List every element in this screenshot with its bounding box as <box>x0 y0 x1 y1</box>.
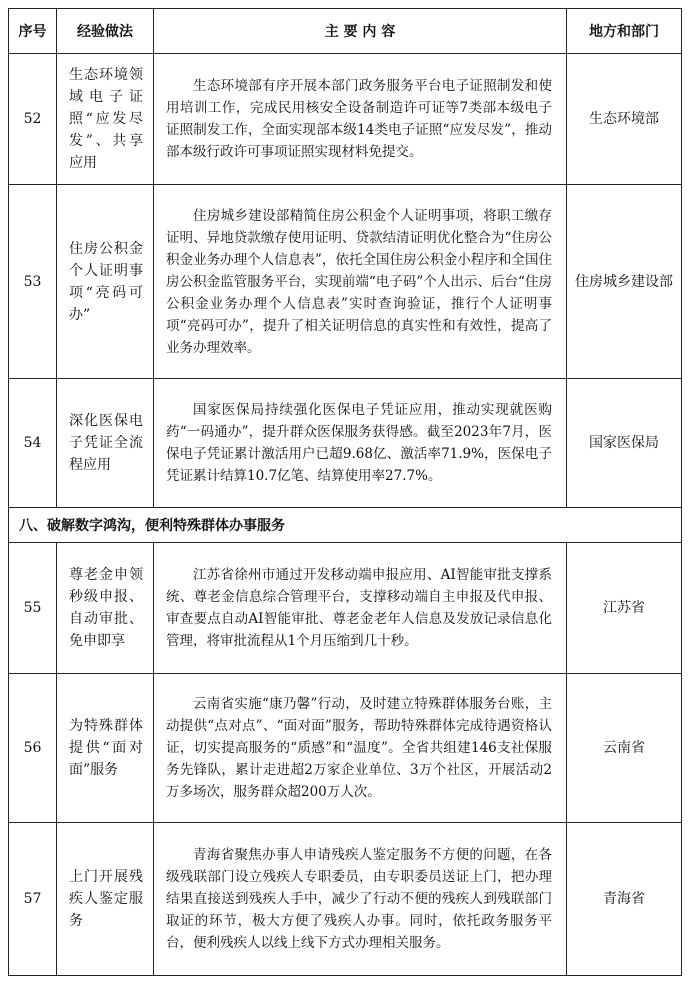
experience-table <box>8 8 682 976</box>
row-content <box>154 379 567 508</box>
row-index: 57 <box>9 823 57 976</box>
row-dept: 国家医保局 <box>567 379 682 508</box>
table-row <box>9 823 682 976</box>
header-method: 经验做法 <box>57 9 154 54</box>
row-index: 54 <box>9 379 57 508</box>
row-method: 尊老金申领秒级申报、自动审批、免申即享 <box>57 543 154 674</box>
row-method: 上门开展残疾人鉴定服务 <box>57 823 154 976</box>
table-row <box>9 54 682 185</box>
row-dept: 青海省 <box>567 823 682 976</box>
table-row <box>9 379 682 508</box>
row-dept: 生态环境部 <box>567 54 682 185</box>
header-content: 主 要 内 容 <box>154 9 567 54</box>
row-method: 深化医保电子凭证全流程应用 <box>57 379 154 508</box>
table-row <box>9 543 682 674</box>
section-row <box>9 508 682 543</box>
row-content <box>154 185 567 379</box>
row-content <box>154 674 567 823</box>
row-content-text: 生态环境部有序开展本部门政务服务平台电子证照制发和使用培训工作，完成民用核安全设备制造许可证等7类部本级电子证照制发工作，全面实现部本级14类电子证照“应发尽发”，推动部本级行政许可事项证照实现材料免提交。 <box>166 78 552 160</box>
row-content-text: 青海省聚焦办事人申请残疾人鉴定服务不方便的问题，在各级残联部门设立残疾人专职委员，由专职委员送证上门，把办理结果直接送到残疾人手中，减少了行动不便的残疾人到残联部门取证的环节，极大方便了残疾人办事。同时，依托政务服务平台，便利残疾人以线上线下方式办理相关服务。 <box>166 847 552 951</box>
row-content-text: 江苏省徐州市通过开发移动端申报应用、AI智能审批支撑系统、尊老金信息综合管理平台，支撑移动端自主申报及代申报、审查要点自动AI智能审批、尊老金老年人信息及发放记录信息化管理，将审批流程从1个月压缩到几十秒。 <box>166 567 552 649</box>
row-index: 55 <box>9 543 57 674</box>
header-dept: 地方和部门 <box>567 9 682 54</box>
row-content-text: 住房城乡建设部精简住房公积金个人证明事项，将职工缴存证明、异地贷款缴存使用证明、贷款结清证明优化整合为“住房公积金业务办理个人信息表”，依托全国住房公积金小程序和全国住房公积金监管服务平台，实现前端“电子码”个人出示、后台“住房公积金业务办理个人信息表”实时查询验证，推行个人证明事项“亮码可办”，提升了相关证明信息的真实性和有效性，提高了业务办理效率。 <box>166 207 552 356</box>
row-method: 生态环境领域电子证照“应发尽发”、共享应用 <box>57 54 154 185</box>
table-row <box>9 674 682 823</box>
row-dept: 住房城乡建设部 <box>567 185 682 379</box>
row-method: 住房公积金个人证明事项“亮码可办” <box>57 185 154 379</box>
row-content-text: 国家医保局持续强化医保电子凭证应用，推动实现就医购药“一码通办”，提升群众医保服务获得感。截至2023年7月，医保电子凭证累计激活用户已超9.68亿、激活率71.9%，医保电子凭证累计结算10.7亿笔、结算使用率27.7%。 <box>166 402 552 484</box>
row-dept: 江苏省 <box>567 543 682 674</box>
table-header-row <box>9 9 682 54</box>
row-content <box>154 54 567 185</box>
row-method: 为特殊群体提供“面对面”服务 <box>57 674 154 823</box>
row-index: 56 <box>9 674 57 823</box>
row-index: 52 <box>9 54 57 185</box>
table-row <box>9 185 682 379</box>
header-index: 序号 <box>9 9 57 54</box>
row-content <box>154 823 567 976</box>
section-title: 八、破解数字鸿沟，便利特殊群体办事服务 <box>9 508 682 543</box>
row-content-text: 云南省实施“康乃馨”行动，及时建立特殊群体服务台账，主动提供“点对点”、“面对面”服务，帮助特殊群体完成待遇资格认证，切实提高服务的“质感”和“温度”。全省共组建146支社保服务先锋队，累计走进超2万家企业单位、3万个社区，开展活动2万多场次，服务群众超200万人次。 <box>166 696 552 800</box>
row-index: 53 <box>9 185 57 379</box>
row-dept: 云南省 <box>567 674 682 823</box>
row-content <box>154 543 567 674</box>
